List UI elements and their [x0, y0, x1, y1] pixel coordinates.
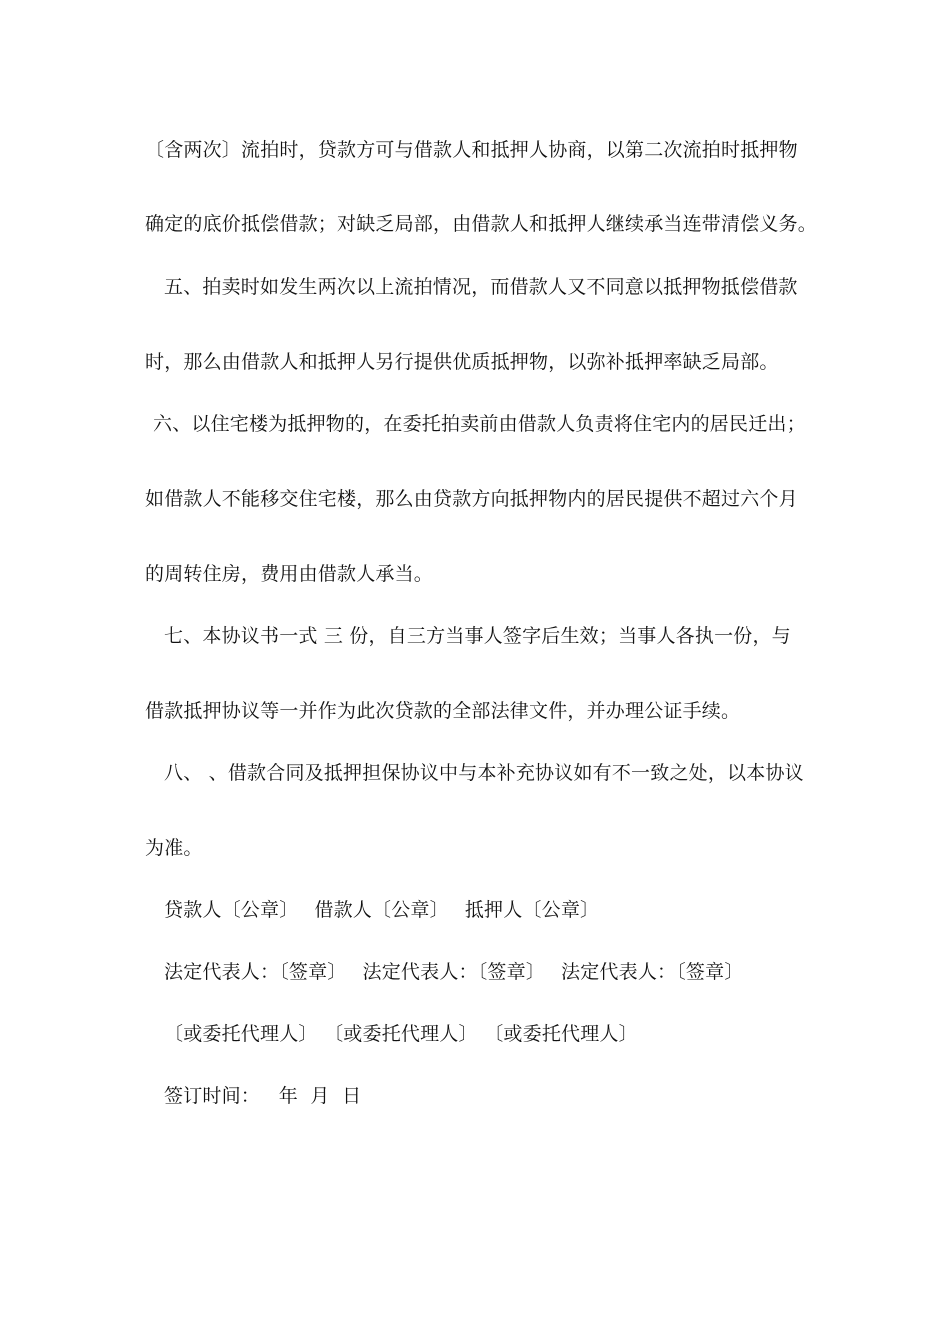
paragraph-line: 七、本协议书一式 三 份，自三方当事人签字后生效；当事人各执一份，与: [164, 625, 791, 647]
signature-representatives-row: [164, 960, 760, 984]
paragraph-line: 五、拍卖时如发生两次以上流拍情况，而借款人又不同意以抵押物抵偿借款: [164, 276, 798, 298]
lender-representative-label: 法定代表人：〔签章〕: [164, 961, 347, 983]
paragraph-line: 如借款人不能移交住宅楼，那么由贷款方向抵押物内的居民提供不超过六个月: [145, 488, 798, 510]
borrower-agent-label: 〔或委托代理人〕: [333, 1023, 478, 1045]
mortgagor-representative-label: 法定代表人：〔签章〕: [561, 961, 744, 983]
signing-date: 签订时间： 年 月 日: [164, 1085, 362, 1107]
paragraph-line: 借款抵押协议等一并作为此次贷款的全部法律文件，并办理公证手续。: [145, 700, 741, 722]
mortgagor-seal-label: 抵押人〔公章〕: [464, 899, 600, 921]
borrower-seal-label: 借款人〔公章〕: [314, 899, 449, 921]
paragraph-line: 确定的底价抵偿借款；对缺乏局部，由借款人和抵押人继续承当连带清偿义务。: [145, 213, 818, 235]
paragraph-line: 八、 、借款合同及抵押担保协议中与本补充协议如有不一致之处，以本协议: [164, 762, 804, 784]
signature-parties-row: [164, 898, 615, 922]
paragraph-line: 六、以住宅楼为抵押物的，在委托拍卖前由借款人负责将住宅内的居民迁出；: [153, 413, 806, 435]
paragraph-line: 〔含两次〕流拍时，贷款方可与借款人和抵押人协商，以第二次流拍时抵押物: [145, 139, 798, 161]
signature-agents-row: [164, 1022, 654, 1046]
lender-agent-label: 〔或委托代理人〕: [164, 1023, 318, 1045]
paragraph-line: 为准。: [145, 837, 203, 859]
lender-seal-label: 贷款人〔公章〕: [164, 899, 299, 921]
borrower-representative-label: 法定代表人：〔签章〕: [362, 961, 546, 983]
mortgagor-agent-label: 〔或委托代理人〕: [493, 1023, 638, 1045]
paragraph-line: 的周转住房，费用由借款人承当。: [145, 563, 434, 585]
paragraph-line: 时，那么由借款人和抵押人另行提供优质抵押物，以弥补抵押率缺乏局部。: [145, 351, 779, 373]
